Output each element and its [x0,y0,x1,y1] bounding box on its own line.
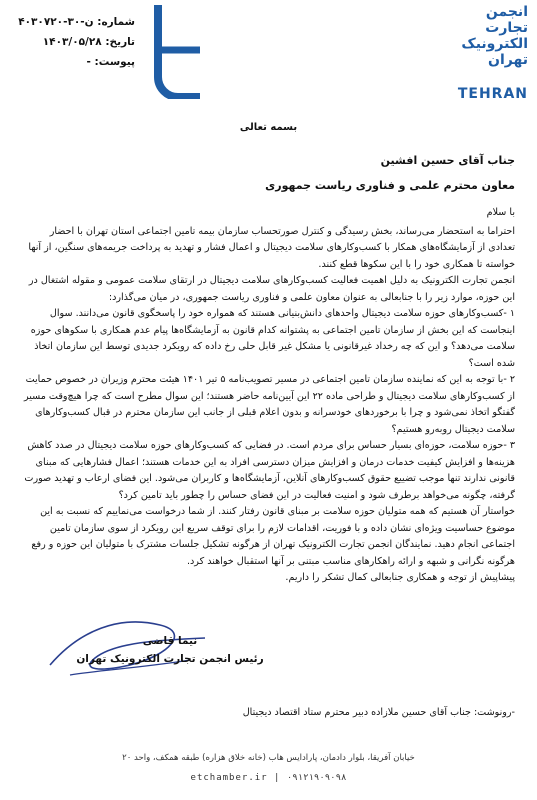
signer-name: نیما قاضی [142,635,198,647]
body-paragraph: ۳ -حوزه سلامت، حوزه‌ای بسیار حساس برای مردم است. در فضایی که کسب‌وکارهای حوزه سلامت دیجیتال در صدد کاهش هزینه‌ها و افزایش کیفیت خدمات درمان و افزایش میزان دسترسی افراد به این خدمات هستند؛ اعمال فشارهایی که مبنای قانونی ندارند تنها موجب تضییع حقوق کسب‌وکارهای آنلاین، آزمایشگاه‌ها و کاربران می‌شود. این فضای ارعاب و تهدید صورت گرفته، چگونه می‌خواهد برطرف شود و امنیت فعالیت در این فضای حساس را چطور باید تامین کرد؟ [24,440,515,501]
org-name-line: تهران [488,52,528,68]
signer-title: رئیس انجمن تجارت الکترونیک تهران [76,653,264,665]
org-name [458,4,528,68]
recipient-block [75,148,515,198]
letter-body [20,205,515,587]
footer [0,748,537,788]
body-paragraph: ۲ -با توجه به این که نماینده سازمان تامین اجتماعی در مسیر تصویب‌نامه ۵ تیر ۱۴۰۱ هیئت محترم وزیران در خصوص حمایت از کسب‌وکارهای سلامت دیجیتال و طراحی ماده ۲۲ این آیین‌نامه حاضر هستند؛ این سوال مطرح است که چرا هیچ‌وقت مسیر گفتگو اتخاذ نمی‌شود و چرا با برخوردهای خودسرانه و بدون اعلام قبلی از جانب این سازمان محترم در قبال کسب‌وکارهای سلامت دیجیتال روبه‌رو هستیم؟ [23,374,515,435]
greeting: با سلام [486,207,515,218]
body-paragraph: ۱ -کسب‌وکارهای حوزه سلامت دیجیتال واحدهای دانش‌بنیانی هستند که همواره خود را پاسخگوی قانون می‌دانند. سوال اینجاست که این بخش از سازمان تامین اجتماعی به پشتوانه کدام قانون به آزمایشگاه‌ها پیام عدم همکاری با سکوهای حوزه سلامت می‌دهد؟ و این که چه رخداد غیرقانونی یا مشکل غیر قابل حلی رخ داده که رویکرد جدیدی توسط این سازمان اتخاذ شده است؟ [30,308,515,369]
org-name-line: الکترونیک [461,36,528,52]
letter-meta [10,12,135,72]
footer-contact[interactable]: etchamber.ir | ۰۹۱۲۱۹۰۹۰۹۸ [190,773,347,783]
body-paragraph: پیشاپیش از توجه و همکاری جنابعالی کمال تشکر را داریم. [285,572,515,583]
letter-attachment: پیوست: - [86,56,135,68]
body-paragraph: انجمن تجارت الکترونیک به دلیل اهمیت فعالیت کسب‌وکارهای سلامت دیجیتال در ارتقای سلامت عمومی و مقوله اشتغال در این حوزه، موارد زیر را با جنابعالی به عنوان معاون علمی و فناوری ریاست جمهوری، در میان می‌گذارد: [28,275,515,303]
org-name-line: انجمن [485,4,528,20]
bismillah: بسمه تعالی [239,122,298,133]
recipient-title: معاون محترم علمی و فناوری ریاست جمهوری [265,179,515,192]
letter-date: تاریخ: ۱۴۰۳/۰۵/۲۸ [42,36,135,48]
cc-line: -رونوشت: جناب آقای حسین ملازاده دبیر محترم ستاد اقتصاد دیجیتال [242,707,515,718]
letter-number: شماره: ن-۳۰-۴۰۳۰۷۲۰ [18,16,135,28]
signature-block [70,632,270,668]
org-name-en: TEHRAN [457,86,528,102]
body-paragraph: احتراما به استحضار می‌رساند، بخش رسیدگی و کنترل صورتحساب سازمان بیمه تامین اجتماعی استان تهران با احضار تعدادی از آزمایشگاه‌های همکار با کسب‌وکارهای سلامت دیجیتال و اعمال فشار و تهدید به پرداخت جریمه‌های سنگین، از آنها خواسته تا همکاری خود را با این سکوها قطع کنند. [28,225,515,270]
recipient-name: جناب آقای حسین افشین [380,154,515,167]
org-name-line: تجارت [485,20,528,36]
e-logo-icon [138,5,200,99]
body-paragraph: خواستار آن هستیم که همه متولیان حوزه سلامت بر مبنای قانون رفتار کنند. از شما درخواست می‌نماییم که نسبت به این موضوع حساسیت ویژه‌ای نشان داده و با فوریت، اقدامات لازم را برای توقف سریع این رویکرد از سوی سازمان تامین اجتماعی انجام دهید. نمایندگان انجمن تجارت الکترونیک تهران از هرگونه تشکیل جلسات مشترک با متولیان این حوزه و رفع هرگونه نگرانی و شبهه و ارائه راهکارهای مناسب مبتنی بر آنها استقبال خواهند کرد. [31,506,515,567]
footer-address: خیابان آفریقا، بلوار دادمان، پارادایس هاب (خانه خلاق هزاره) طبقه همکف، واحد ۲۰ [122,753,415,763]
